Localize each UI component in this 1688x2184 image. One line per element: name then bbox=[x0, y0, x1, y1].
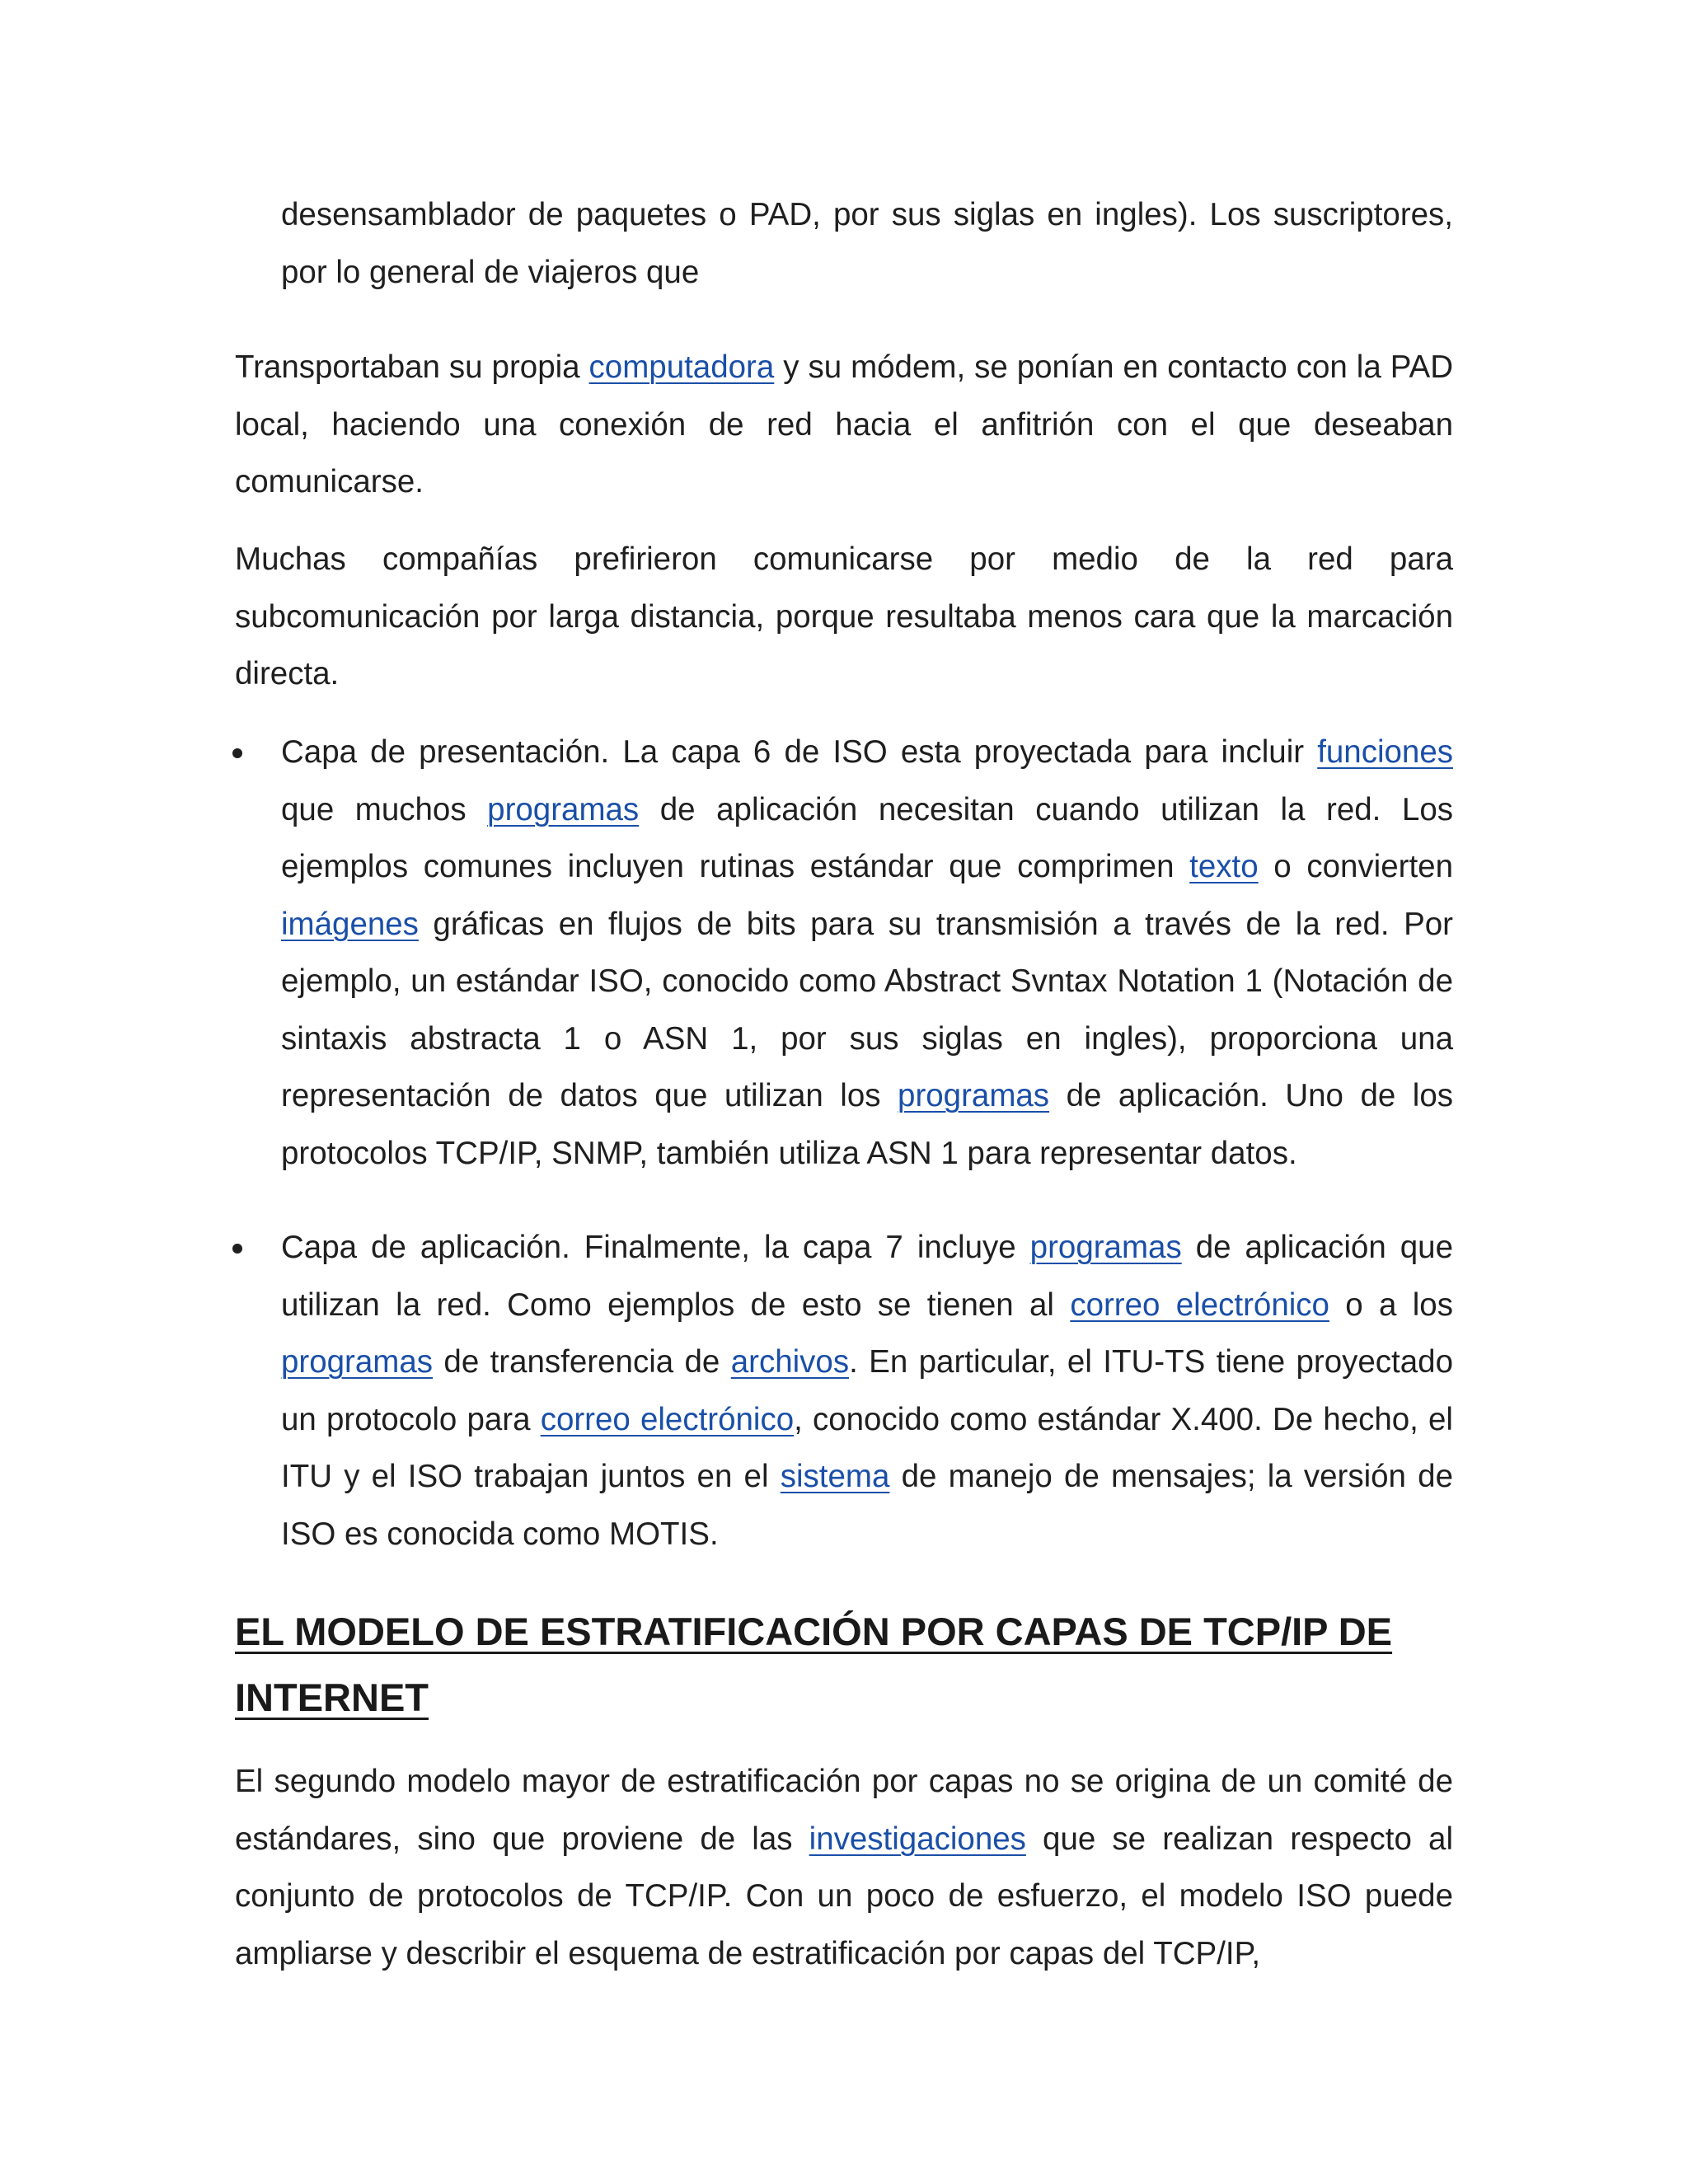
bullet-capa-presentacion bbox=[281, 724, 1453, 1182]
paragraph-muchas-companias bbox=[235, 531, 1453, 703]
paragraph-text: gráficas en flujos de bits para su transmisión a través de la red. Por ejemplo, un estándar ISO, conocido como Abstract Svntax Notation 1 (Notación de sintaxis abstracta 1 o ASN 1, por sus siglas en ingles), proporciona una representación de datos que utilizan los bbox=[281, 906, 1453, 1113]
link-programas[interactable]: programas bbox=[1029, 1230, 1182, 1265]
paragraph-text: que se realizan respecto al conjunto de protocolos de TCP/IP. Con un poco de esfuerzo, el modelo ISO puede ampliarse y describir el esquema de estratificación por capas del TCP/IP, bbox=[235, 1821, 1453, 1971]
link-correo-electronico[interactable]: correo electrónico bbox=[1070, 1286, 1329, 1323]
section-heading: EL MODELO DE ESTRATIFICACIÓN POR CAPAS DE TCP/IP DE INTERNET bbox=[235, 1610, 1393, 1719]
paragraph-pad-continuation bbox=[281, 186, 1453, 301]
paragraph-transportaban bbox=[235, 339, 1453, 511]
paragraph-text: El segundo modelo mayor de estratificación por capas no se origina de un comité de estándares, sino que proviene de las bbox=[235, 1764, 1453, 1857]
link-imagenes[interactable]: imágenes bbox=[281, 906, 419, 942]
paragraph-text: Capa de aplicación. Finalmente, la capa 7 incluye bbox=[281, 1230, 1030, 1265]
paragraph-text: o convierten bbox=[1258, 849, 1453, 884]
paragraph-text: y su módem, se ponían en contacto con la PAD local, haciendo una conexión de red hacia el anfitrión con el que deseaban comunicarse. bbox=[235, 349, 1454, 499]
link-texto[interactable]: texto bbox=[1189, 849, 1259, 884]
link-programas[interactable]: programas bbox=[487, 791, 640, 827]
link-correo-electronico[interactable]: correo electrónico bbox=[540, 1401, 795, 1437]
paragraph-text: de transferencia de bbox=[433, 1344, 731, 1380]
link-archivos[interactable]: archivos bbox=[730, 1344, 850, 1380]
paragraph-text: de aplicación. Uno de los protocolos TCP/IP, SNMP, también utiliza ASN 1 para representar datos. bbox=[281, 1078, 1453, 1171]
paragraph-text: de aplicación que utilizan la red. Como ejemplos de esto se tienen al bbox=[281, 1230, 1453, 1323]
link-programas[interactable]: programas bbox=[281, 1344, 434, 1380]
paragraph-text: que muchos bbox=[281, 791, 488, 827]
bullet-marker bbox=[232, 748, 242, 758]
paragraph-text: Transportaban su propia bbox=[235, 349, 589, 385]
paragraph-text: de aplicación necesitan cuando utilizan la red. Los ejemplos comunes incluyen rutinas estándar que comprimen bbox=[281, 791, 1453, 884]
paragraph-segundo-modelo bbox=[235, 1753, 1453, 1982]
paragraph-text: Muchas compañías prefirieron comunicarse por medio de la red para subcomunicación por larga distancia, porque resultaba menos cara que la marcación directa. bbox=[235, 541, 1453, 691]
link-funciones[interactable]: funciones bbox=[1317, 734, 1453, 770]
paragraph-text: desensamblador de paquetes o PAD, por sus siglas en ingles). Los suscriptores, por lo general de viajeros que bbox=[281, 197, 1453, 290]
link-sistema[interactable]: sistema bbox=[780, 1459, 890, 1494]
paragraph-text: , conocido como estándar X.400. De hecho, el ITU y el ISO trabajan juntos en el bbox=[281, 1401, 1453, 1494]
link-programas[interactable]: programas bbox=[898, 1078, 1050, 1113]
link-investigaciones[interactable]: investigaciones bbox=[809, 1821, 1026, 1857]
bullet-capa-aplicacion bbox=[281, 1219, 1453, 1563]
paragraph-text: . En particular, el ITU-TS tiene proyectado un protocolo para bbox=[281, 1344, 1453, 1437]
paragraph-text: Capa de presentación. La capa 6 de ISO esta proyectada para incluir bbox=[281, 734, 1318, 770]
paragraph-text: de manejo de mensajes; la versión de ISO es conocida como MOTIS. bbox=[281, 1459, 1453, 1552]
paragraph-text: o a los bbox=[1329, 1286, 1453, 1323]
link-computadora[interactable]: computadora bbox=[588, 349, 775, 385]
bullet-marker bbox=[232, 1244, 242, 1254]
